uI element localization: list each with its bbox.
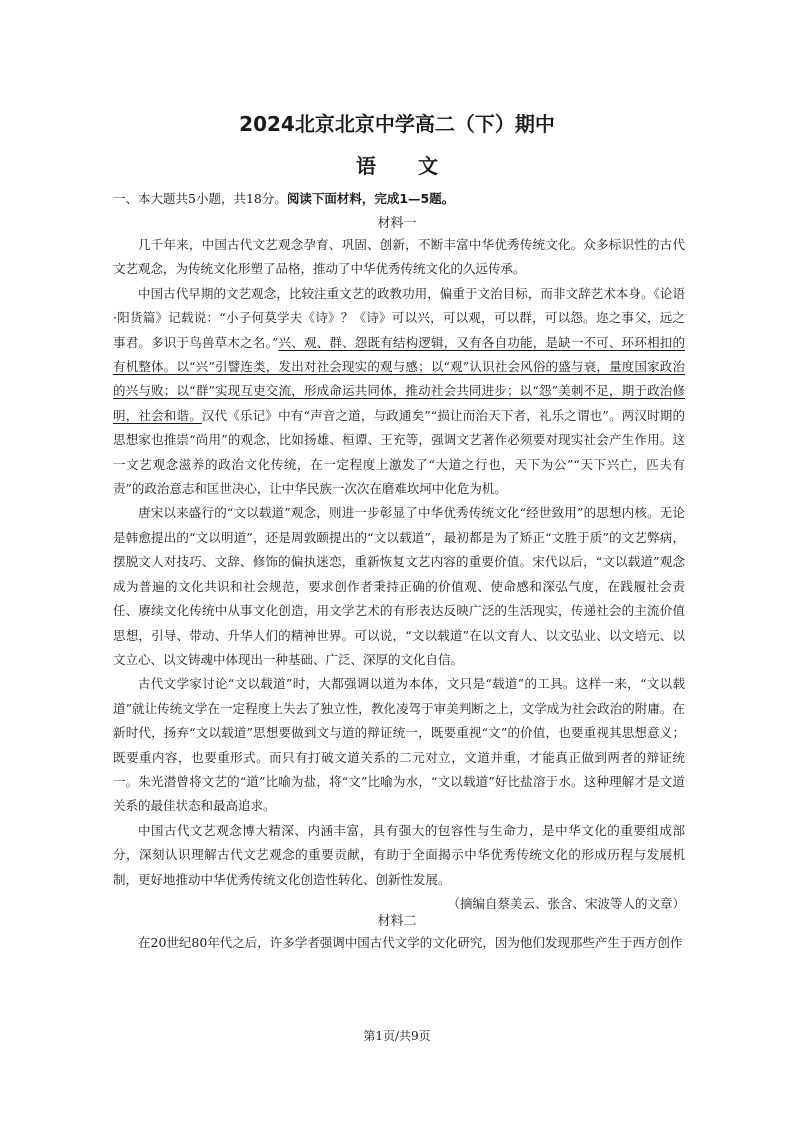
page-number: 第1页/共9页 (363, 1029, 431, 1043)
instruction-prefix: 一、本大题共5小题，共18分。 (113, 191, 287, 206)
source-citation: （摘编自蔡美云、张含、宋波等人的文章） (447, 895, 685, 911)
section-instruction (113, 189, 454, 207)
subject-title: 语文 (356, 154, 480, 178)
paragraph: 古代文学家讨论“文以载道”时，大都强调以道为本体，文只是“载道”的工具。这样一来，“文以载道”就让传统文学在一定程度上失去了独立性，教化凌驾于审美判断之上，文学成为社会政治的附庸。在新时代，扬弃“文以载道”思想要做到文与道的辩证统一，既要重视“文”的价值，也要重视其思想意义；既要重内容，也要重形式。而只有打破文道关系的二元对立，文道并重，才能真正做到两者的辩证统一。朱光潜曾将文艺的“道”比喻为盐，将“文”比喻为水，“文以载道”好比盐溶于水。这种理解才是文道关系的最佳状态和最高追求。 (113, 676, 685, 814)
instruction-bold: 阅读下面材料，完成1—5题。 (286, 191, 455, 206)
paragraph-text: 中国古代早期的文艺观念，比较注重文艺的政教功用，偏重于文治目标，而非文辞艺术本身。《论语·阳货篇》记载说：“小子何莫学夫《诗》？《诗》可以兴，可以观，可以群，可以怨。迩之事父，远之事君。多识于鸟兽草木之名。” (113, 285, 685, 350)
paragraph: 几千年来，中国古代文艺观念孕育、巩固、创新，不断丰富中华优秀传统文化。众多标识性的古代文艺观念，为传统文化形塑了品格，推动了中华优秀传统文化的久远传承。 (113, 237, 685, 277)
paragraph: 唐宋以来盛行的“文以载道”观念，则进一步彰显了中华优秀传统文化“经世致用”的思想内核。无论是韩愈提出的“文以明道”，还是周敦颐提出的“文以载道”，最初都是为了矫正“文胜于质”的文艺弊病，摆脱文人对技巧、文辞、修饰的偏执迷恋，重新恢复文艺内容的重要价值。宋代以后，“文以载道”观念成为普遍的文化共识和社会规范，要求创作者秉持正确的价值观、使命感和深弘气度，在践履社会责任、赓续文化传统中从事文化创造，用文学艺术的有形表达反映广泛的生活现实，传递社会的主流价值思想，引导、带动、升华人们的精神世界。可以说，“文以载道”在以文育人、以文弘业、以文培元、以文立心、以文铸魂中体现出一种基础、广泛、深厚的文化自信。 (113, 505, 685, 667)
paragraph (113, 282, 685, 502)
material-two-body (113, 931, 685, 955)
paragraph: 在20世纪80年代之后，许多学者强调中国古代文学的文化研究，因为他们发现那些产生于西方创作 (138, 935, 683, 950)
material-one-body (113, 233, 685, 916)
paragraph (113, 819, 685, 911)
paragraph-text: 汉代《乐记》中有“声音之道，与政通矣”“损让而治天下者，礼乐之谓也”。两汉时期的思想家也推崇“尚用”的观念，比如扬雄、桓谭、王充等，强调文艺著作必须要对现实社会产生作用。这一文艺观念滋养的政治文化传统，在一定程度上激发了“大道之行也，天下为公”“天下兴亡，匹夫有责”的政治意志和匡世决心，让中华民族一次次在磨难坎坷中化危为机。 (113, 407, 685, 497)
paragraph-text: 中国古代文艺观念博大精深、内涵丰富，具有强大的包容性与生命力，是中华文化的重要组成部分，深刻认识理解古代文艺观念的重要贡献，有助于全面揭示中华优秀传统文化的形成历程与发展机制，更好地推动中华优秀传统文化创造性转化、创新性发展。 (113, 822, 685, 887)
material-two-heading: 材料二 (377, 914, 417, 929)
underlined-passage: 兴、观、群、怨既有结构逻辑，又有各自功能，是缺一不可、环环相扣的有机整体。以“兴”引譬连类，发出对社会现实的观与感；以“观”认识社会风俗的盛与衰，量度国家政治的兴与败；以“群”实现互吏交流，形成命运共同体，推动社会共同进步；以“怨”美刺不足，期于政治修明，社会和谐。 (113, 334, 685, 423)
exam-title: 2024北京北京中学高二（下）期中 (239, 112, 555, 136)
material-one-heading: 材料一 (377, 216, 417, 231)
